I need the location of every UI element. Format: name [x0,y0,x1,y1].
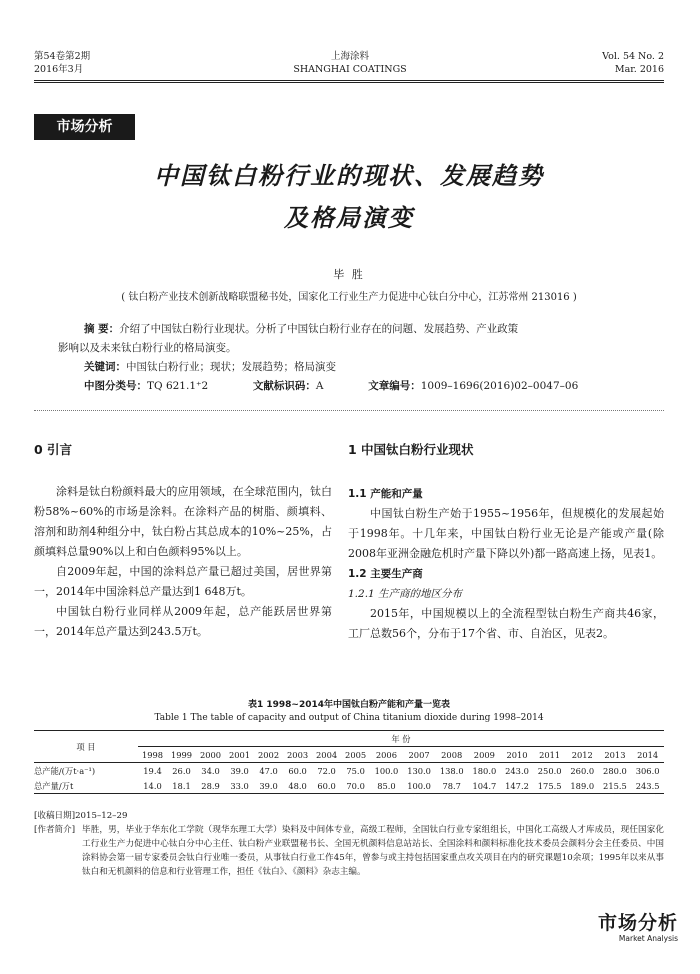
subheading-producers: 1.2 主要生产商 [348,568,423,580]
table1-year-cell: 2006 [370,747,403,763]
table1-year-cell: 2001 [225,747,254,763]
table1-year-cell: 1998 [138,747,167,763]
abstract-line1 [58,320,648,339]
table1-value-cell: 70.0 [346,780,365,791]
table1-value-cell: 60.0 [317,780,336,791]
keywords: 中国钛白粉行业；现状；发展趋势；格局演变 [126,361,336,373]
table1-value-cell: 26.0 [172,765,191,776]
received-date: [收稿日期]2015–12–29 [34,811,128,821]
table1-value-cell: 130.0 [407,765,431,776]
capacity-text [348,504,664,564]
subheading-capacity: 1.1 产能和产量 [348,488,423,500]
table1-value-cell: 189.0 [570,780,595,791]
table1-year-cell: 2013 [599,747,632,763]
table1-caption-cn: 表1 1998~2014年中国钛白粉产能和产量一览表 [247,700,451,710]
abstract-block [58,320,648,396]
table1-value-cell: 75.0 [346,765,365,776]
doc-code: A [315,380,324,392]
article-title-line2: 及格局演变 [284,204,414,232]
author-bio-label: [作者简介] [34,825,76,835]
journal-issue-cn [34,50,90,76]
intro-paragraph-1: 涂料是钛白粉颜料最大的应用领域，在全球范围内，钛白粉58%~60%的市场是涂料。在涂料产品的树脂、颜填料、溶剂和助剂4种组分中，钛白粉占其总成本的10%~25%，占颜填料总量90%以上和白色颜料95%以上。 [34,485,332,558]
table1-value-cell: 48.0 [288,780,307,791]
footnotes [34,809,664,879]
section-tag: 市场分析 [34,114,135,140]
abstract-rule [34,410,664,411]
table1-value-cell: 175.5 [537,780,562,791]
table1-value-cell: 306.0 [635,765,660,776]
section-heading-intro: 0 引言 [34,442,73,457]
table1-value-cell: 250.0 [537,765,562,776]
abstract-text-1: 介绍了中国钛白粉行业现状。分析了中国钛白粉行业存在的问题、发展趋势、产业政策 [119,323,519,335]
table1-value-cell: 47.0 [259,765,278,776]
table1-year-cell: 2005 [341,747,370,763]
keywords-line [58,358,648,377]
table1 [34,730,664,794]
table1-year-cell: 2003 [283,747,312,763]
table1-value-cell: 138.0 [439,765,464,776]
regional-text [348,604,664,644]
intro-paragraph-3: 中国钛白粉行业同样从2009年起，总产能跃居世界第一，2014年总产量达到243.5万t。 [34,605,332,638]
journal-name-cn: 上海涂料 [330,51,369,62]
capacity-paragraph: 中国钛白粉生产始于1955~1956年，但规模化的发展起始于1998年。十几年来，中国钛白粉行业无论是产能或产量(除2008年亚洲金融危机时产量下降以外)都一路高速上扬，见表1。 [348,507,664,560]
doc-code-label: 文献标识码： [252,380,316,392]
issue-volume: 第54卷第2期 [34,51,91,62]
table1-year-cell: 2014 [631,747,664,763]
table1-item-header: 项 目 [34,731,138,763]
keywords-label: 关键词： [84,361,126,373]
table1-grid [34,730,664,794]
table1-value-cell: 39.0 [230,765,249,776]
table1-value-cell: 85.0 [377,780,396,791]
issue-date-en: Mar. 2016 [614,64,664,75]
table1-value-cell: 78.7 [442,780,461,791]
table1-year-cell: 2011 [533,747,566,763]
table1-data-row [34,778,664,794]
table1-year-header: 年 份 [138,731,664,747]
table1-value-cell: 28.9 [201,780,220,791]
table1-year-cell: 2012 [566,747,599,763]
footer-logo-en: Market Analysis [618,934,678,943]
table1-row-label: 总产能/(万t·a⁻¹) [34,765,96,776]
left-column-body [34,482,332,642]
footer-logo-cn: 市场分析 [597,912,678,934]
author-bio: 毕胜，男，毕业于华东化工学院（现华东理工大学）染料及中间体专业，高级工程师，全国钛白行业专家组组长，中国化工高级人才库成员，现任国家化工行业生产力促进中心钛白分中心主任、钛白粉产业联盟秘书长、全国无机颜料信息站站长、全国涂料和颜料标准化技术委员会颜料分会主任委员、中国涂料协会第一届专家委员会钛白行业唯一委员，从事钛白行业工作45年，曾参与或主持包括国家重点攻关项目在内的研究课题10余项；1995年以来从事钛白和无机颜料的信息和行业管理工作，担任《钛白》、《颜料》杂志主编。 [82,825,664,877]
table1-value-cell: 100.0 [374,765,399,776]
abstract-text-2: 影响以及未来钛白粉行业的格局演变。 [58,342,237,354]
journal-name-en: SHANGHAI COATINGS [293,64,407,75]
author-bio-block [34,823,664,879]
table1-value-cell: 215.5 [603,780,627,791]
right-column-body [348,484,664,644]
table1-value-cell: 243.5 [635,780,660,791]
table1-value-cell: 180.0 [472,765,497,776]
regional-paragraph: 2015年，中国规模以上的全流程型钛白粉生产商共46家，工厂总数56个，分布于17个省、市、自治区，见表2。 [348,607,664,640]
footer-logo [598,912,678,944]
table1-value-cell: 280.0 [603,765,627,776]
journal-name [250,50,450,76]
article-no: 1009–1696(2016)02–0047–06 [420,380,579,392]
table1-value-cell: 147.2 [505,780,529,791]
intro-paragraph-2: 自2009年起，中国的涂料总产量已超过美国，居世界第一，2014年中国涂料总产量达到1 648万t。 [34,565,332,598]
table1-value-cell: 39.0 [259,780,278,791]
issue-volume-en: Vol. 54 No. 2 [602,51,664,62]
section-heading-status: 1 中国钛白粉行业现状 [348,442,474,457]
author: 毕 胜 [333,268,365,281]
clc-code: TQ 621.1⁺2 [147,380,209,392]
journal-issue-en [602,50,664,76]
table1-value-cell: 104.7 [472,780,497,791]
table1-value-cell: 60.0 [288,765,307,776]
table1-year-cell: 1999 [167,747,196,763]
table1-year-cell: 2010 [501,747,534,763]
table1-data-row [34,763,664,779]
table1-value-cell: 34.0 [201,765,220,776]
table1-year-cell: 2004 [312,747,341,763]
article-title-line1: 中国钛白粉行业的现状、发展趋势 [154,162,544,190]
table1-value-cell: 33.0 [230,780,249,791]
table1-year-cell: 2002 [254,747,283,763]
table1-year-cell: 2008 [435,747,468,763]
issue-date: 2016年3月 [34,64,84,75]
table1-value-cell: 243.0 [505,765,529,776]
subheading-regional: 1.2.1 生产商的地区分布 [348,588,463,600]
affiliation: ( 钛白粉产业技术创新战略联盟秘书处，国家化工行业生产力促进中心钛白分中心，江苏常州 213016 ) [121,292,577,303]
table1-caption-en: Table 1 The table of capacity and output of China titanium dioxide during 1998–2014 [154,713,544,723]
table1-value-cell: 18.1 [172,780,191,791]
table1-header-row [34,731,664,747]
abstract-label: 摘 要： [84,323,120,335]
table1-value-cell: 100.0 [407,780,431,791]
clc-label: 中图分类号： [84,380,147,392]
table1-value-cell: 72.0 [317,765,336,776]
header-rule [34,80,664,81]
table1-year-cell: 2009 [468,747,501,763]
table1-value-cell: 19.4 [143,765,162,776]
table1-year-cell: 2007 [403,747,436,763]
classification-line [58,377,648,396]
article-no-label: 文章编号： [368,380,421,392]
table1-value-cell: 14.0 [143,780,162,791]
table1-value-cell: 260.0 [570,765,595,776]
header-rule-thin [34,82,664,83]
table1-year-cell: 2000 [196,747,225,763]
table1-row-label: 总产量/万t [34,780,74,791]
